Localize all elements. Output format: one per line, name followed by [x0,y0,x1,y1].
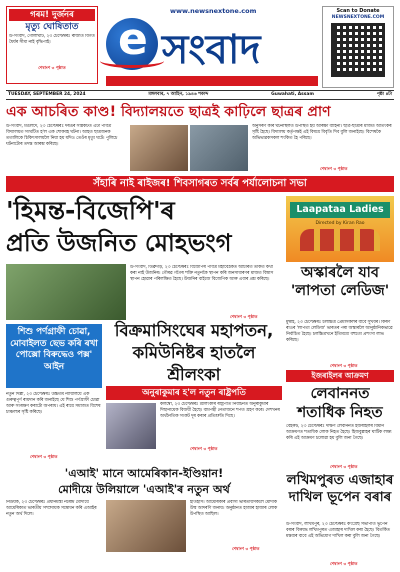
logo-text: সংবাদ [162,27,261,73]
scan-label: Scan to Donate [336,8,380,14]
lead-body-left: উ-সংবাদ, মঙলদৈ, ২৩ চেপ্টেম্বৰঃ দৰঙৰ সন্নিকটত এটা পবিত্ৰ বিদ্যালয়ত সংঘটিত হ'ল এক শোকবহ ঘটনা। আহত ছাত্ৰজনক ততালিকে চিকিৎসালয়লৈ নিয়া হয় যদিও তেওঁৰ মৃত্যু ঘটে। পুলিচে ঘটনাটোৰ তদন্ত আৰম্ভ কৰিছে। [6,124,118,147]
place: Guwahati, Assam [271,92,314,97]
red-banner[interactable] [6,176,394,192]
srilanka-body: কলম্বো, ২৩ চেপ্টেম্বৰঃ শ্ৰীলংকাৰ ৰাষ্ট্ৰপতি নিৰ্বাচনত অনুৰাকুমাৰ দিছানায়েক বিজয়ী হৈছে। বামপন্থী নেতাজনে শপত গ্ৰহণ কৰে। দেশখনৰ অৰ্থনৈতিক সংকট দূৰ কৰাৰ প্ৰতিশ্ৰুতি দিছে। [160,402,280,419]
page-count: পৃষ্ঠা ৪টা [376,92,392,97]
donate-box[interactable] [322,6,394,88]
israel-more[interactable]: শেষাংশ ৩ পৃষ্ঠাত [330,464,358,469]
date-assamese: মঙ্গলবাৰ, ৭ আহিন, ১৯৪৬ শকাব্দ [148,92,209,97]
main-story-body: উ-সংবাদ, ডিব্ৰুগড়, ২৩ চেপ্টেম্বৰঃ বিজেপিৰ পবিত্ৰ মহাবৈঠকত আচৰিত তৰ্কিত কথা কৰা নাই উজনিৰ। গৌৰৱ গগৈৰ শক্তি নতুনকৈ স্থাপন কৰি জনসাধাৰণৰ মাজত বিশ্বাস স্থাপন হোৱাৰ পৰিলক্ষিত হৈছে। উজনিৰ বাইজে বিজেপিক আৰু এবাৰ প্ৰশ্ন কৰিছে। [130,265,274,282]
qr-code-icon [331,23,385,77]
corner-teaser-more[interactable]: শেষাংশ ৩ পৃষ্ঠাত [38,65,66,70]
children-box[interactable] [6,324,102,388]
scan-site: NEWSNEXTONE.COM [331,15,385,20]
srilanka-subhead: অনুৰাকুমাৰ হ'ল নতুন ৰাষ্ট্ৰপতি [142,388,246,398]
main-headline-2[interactable]: প্ৰতি উজনিত মোহভংগ [6,229,232,257]
movie-ad[interactable] [286,196,394,262]
ai-headline-2[interactable]: মোদীয়ে উলিয়ালে 'এআই'ৰ নতুন অৰ্থ [58,483,230,496]
lakhimpur-more[interactable]: শেষাংশ ৩ পৃষ্ঠাত [330,561,358,566]
children-more[interactable]: শেষাংশ ৩ পৃষ্ঠাত [30,454,58,459]
ad-title: Laapataa Ladies [290,202,390,218]
children-body: নতুন দিল্লী, ২৩ চেপ্টেম্বৰঃ উচ্চতম ন্যায়ালয়ে এক গুৰুত্বপূৰ্ণ ৰায়দান কৰি জনাইছে যে শিশু পৰ্ণগ্ৰাফী চোৱা আৰু সংৰক্ষণ কৰাটো অপৰাধ। এই ৰায়ে সমাজত বিশেষ চাঞ্চল্যৰ সৃষ্টি কৰিছে। [6,392,101,415]
corner-teaser[interactable] [6,6,98,84]
main-headline-1[interactable]: 'হিমন্ত-বিজেপি'ৰ [6,196,175,225]
srilanka-more[interactable]: শেষাংশ ৩ পৃষ্ঠাত [190,446,218,451]
srilanka-headline[interactable]: বিক্ৰমাসিংঘেৰ মহাপতন, কমিউনিষ্টৰ হাতলৈ শ্ৰীলংকা [114,321,274,384]
masthead-logo[interactable] [106,14,318,74]
ai-body-left: নিউয়ৰ্ক, ২৩ চেপ্টেম্বৰঃ প্ৰধানমন্ত্ৰী নৰেন্দ্ৰ মোদীয়ে আমেৰিকাত ভাৰতীয় সম্প্ৰদায়ক সম্বোধন কৰি এআইৰ নতুন অৰ্থ দিলে। [6,500,97,517]
israel-tag-bar[interactable] [286,370,394,382]
lakhimpur-body: উ-সংবাদ, লখিমপুৰ, ২৩ চেপ্টেম্বৰঃ কংগ্ৰেছ সভাপতি ভূপেন বৰাৰ বিৰুদ্ধে লখিমপুৰত এজাহাৰ দাখিল কৰা হৈছে। বিতৰ্কিত মন্তব্যৰ বাবে এই অভিযোগ দাখিল কৰা বুলি জনা গৈছে। [286,522,390,539]
masthead-strip [106,76,318,86]
oscar-body: মুম্বাই, ২৩ চেপ্টেম্বৰঃ চলচ্চিত্ৰ প্ৰেমীসকলৰ বাবে সুখবৰ। কিৰণ ৰাওৰ 'লাপতা লেডিজ' ভাৰতৰ পৰা অস্কাৰলৈ আনুষ্ঠানিকভাৱে নিৰ্বাচিত হৈছে। চলচ্চিত্ৰখনে ইতিমধ্যে বহুতো প্ৰশংসা লাভ কৰিছে। [286,320,393,343]
banner-text: সঁহাৰি নাই ৰাইজৰ! শিবসাগৰত সৰ্বৰ পৰ্যালোচনা সভা [93,178,307,189]
oscar-headline[interactable]: অস্কাৰলৈ যাব 'লাপতা লেডিজ' [290,265,390,299]
israel-tag: ইজৰাইলৰ আক্ৰমণ [311,371,369,380]
ad-figures [300,229,380,251]
lead-more-link[interactable]: শেষাংশ ৩ পৃষ্ঠাত [320,166,348,171]
lead-headline[interactable]: এক আচৰিত কাণ্ড! বিদ্যালয়তে ছাত্ৰই কাঢ়িলে ছাত্ৰৰ প্ৰাণ [6,104,331,120]
main-story-photo [6,264,126,320]
children-headline: শিশু পৰ্ণগ্ৰাফী চোৱা, মোবাইলত ছেভ কৰি ৰখা পোক্সো বিৰুদ্ধেও পক্স' আইন [10,327,98,372]
lead-photo-1 [130,125,188,171]
site-url[interactable]: www.newsnextone.com [170,7,257,15]
dateline [6,90,394,100]
srilanka-subhead-bar[interactable] [106,386,282,400]
ai-body-right: ইতিহাস। আমেৰিকাৰ প্ৰবাসী ভাৰতীয়সকলে মোদীক উষ্ম আদৰণি জনায়। অনুষ্ঠানত হাজাৰ হাজাৰ লোক উপস্থিত আছিল। [190,500,278,517]
lead-photo-2 [190,125,248,171]
oscar-more[interactable]: শেষাংশ ৩ পৃষ্ঠাত [330,363,358,368]
ad-subtitle: Directed by Kiran Rao [315,221,365,226]
corner-teaser-body: উ-সংবাদ, গোলাঘাট, ২৩ চেপ্টেম্বৰঃ ৰাজ্যত বিগত ধৈৰ্যৰ সীমা নাই বৃদ্ধিপাই। [9,34,95,45]
israel-body: বেইৰুট, ২৩ চেপ্টেম্বৰঃ দক্ষিণ লেবাননত ইজৰাইলৰ বিমান আক্ৰমণত শতাধিক লোক নিহত হৈছে। হিজবুল্লাহৰ ঘাটিক লক্ষ্য কৰি এই আক্ৰমণ চলোৱা হয় বুলি জনা গৈছে। [286,424,392,441]
srilanka-photo [106,403,156,449]
ai-more[interactable]: শেষাংশ ৩ পৃষ্ঠাত [232,546,260,551]
logo-letter: e [118,14,148,65]
lead-body-right: অনুসৰণ কৰি ঘটনাস্থলত উপস্থিত হয় আৰক্ষী বাহিনী। ছাত্ৰ-ছাত্ৰীৰ মাজত আতংকৰ সৃষ্টি হৈছে। বিদ্যালয় কৰ্তৃপক্ষই এই বিষয়ে বিবৃতি দিব বুলি জনাইছে। বিশেষকৈ অভিভাৱকসকল শংকিত হৈ পৰিছে। [252,124,392,141]
date-english: TUESDAY, SEPTEMBER 24, 2024 [8,92,86,97]
ai-headline-1[interactable]: 'এআই' মানে আমেৰিকান-ইণ্ডিয়ান! [64,467,224,480]
lakhimpur-headline[interactable]: লখিমপুৰত এজাহাৰ দাখিল ভূপেন বৰাৰ [286,472,394,505]
israel-headline[interactable]: লেবাননত শতাধিক নিহত [297,384,383,421]
corner-teaser-headline: মৃত্যু ঘোষিতাত [25,22,79,32]
corner-teaser-title: গৰম! দুৰ্জনৰ [9,9,95,21]
main-story-more[interactable]: শেষাংশ ৩ পৃষ্ঠাত [230,314,258,319]
ai-photo [106,500,186,552]
